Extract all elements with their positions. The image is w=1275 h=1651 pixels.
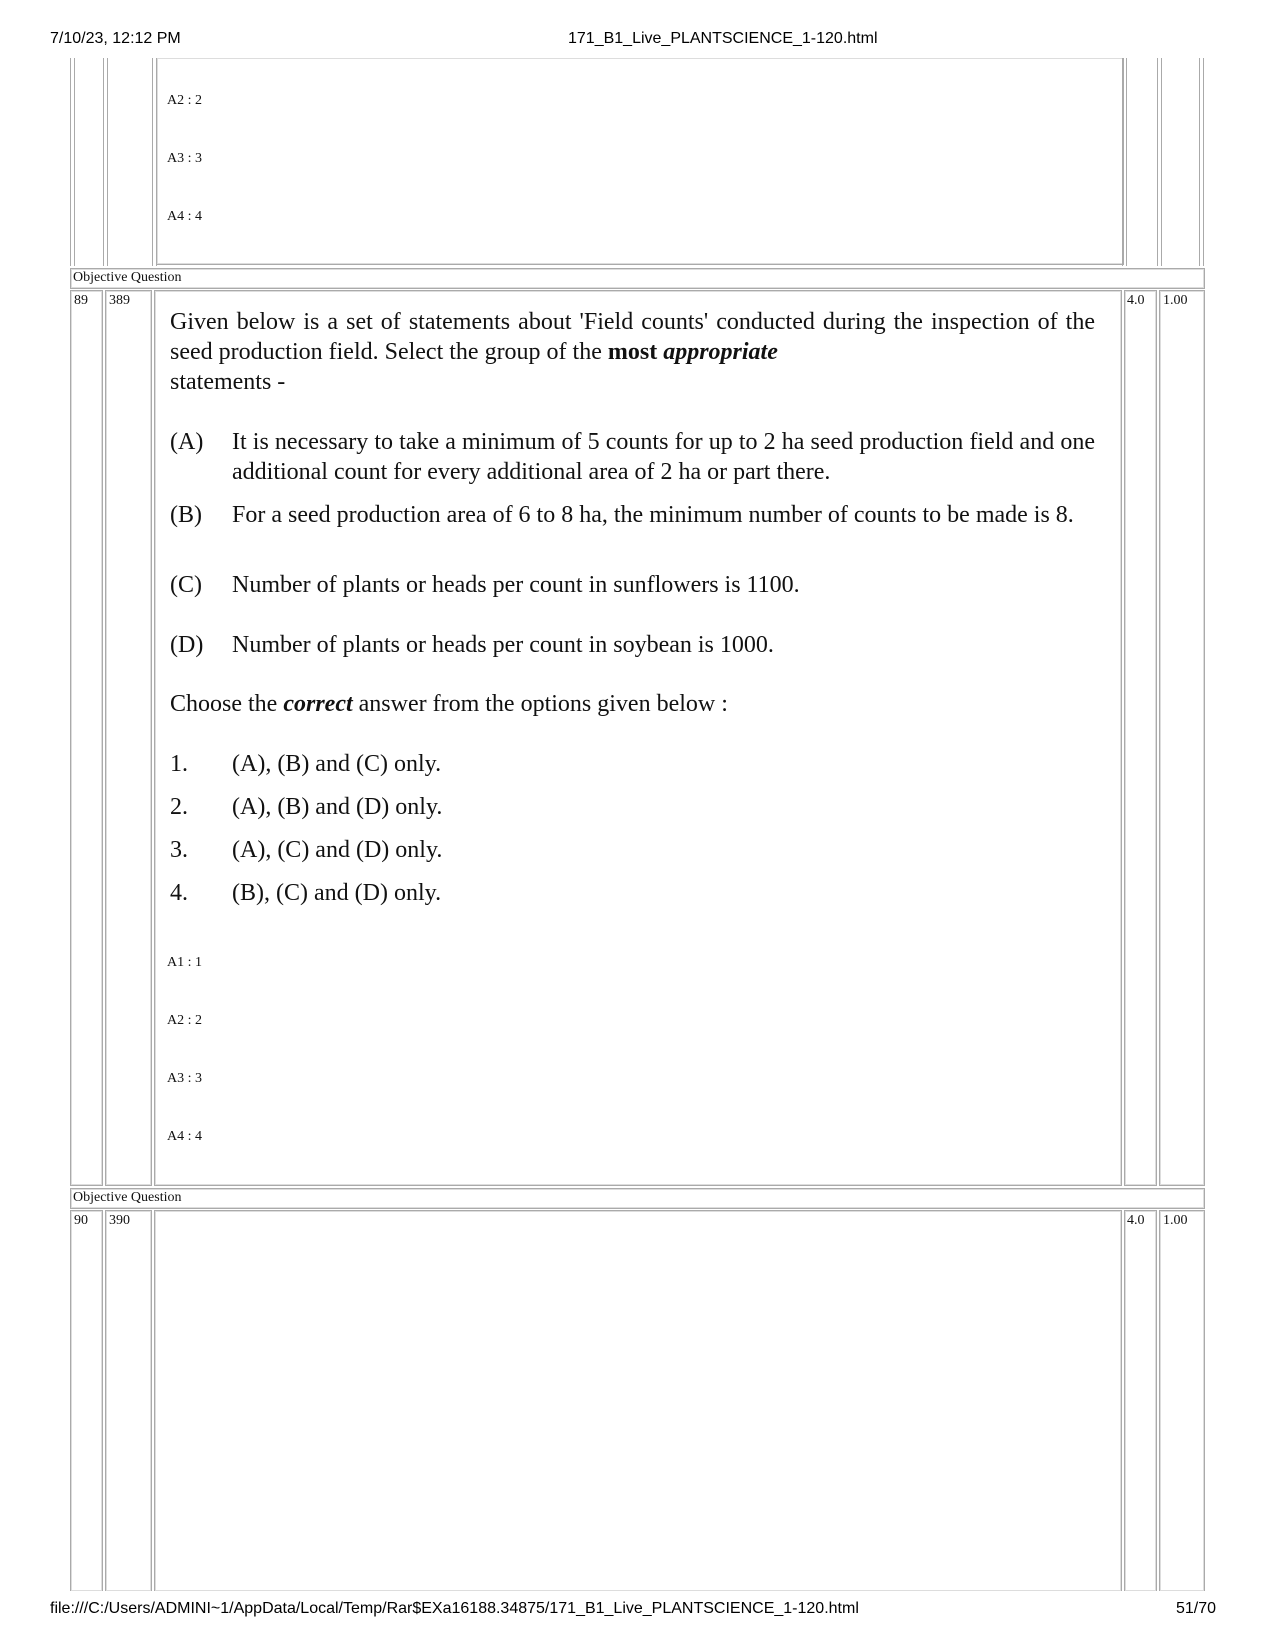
page-number: 51/70 bbox=[1176, 1600, 1217, 1617]
statement-text: It is necessary to take a minimum of 5 counts for up to 2 ha seed production field and one additional count for every additional area of 2 ha or part there. bbox=[232, 429, 1095, 485]
prev-option-a2: A2 : 2 bbox=[167, 93, 202, 108]
statement-text: Number of plants or heads per count in soybean is 1000. bbox=[232, 632, 774, 658]
statement-text: For a seed production area of 6 to 8 ha, the minimum number of counts to be made is 8. bbox=[232, 502, 1074, 528]
marks: 4.0 bbox=[1127, 293, 1145, 308]
intro-tail: statements - bbox=[170, 369, 286, 395]
intro-bold: most bbox=[607, 339, 658, 365]
serial-number: 90 bbox=[74, 1213, 88, 1228]
statement-label: (B) bbox=[170, 502, 202, 528]
marks: 4.0 bbox=[1127, 1213, 1145, 1228]
intro-text: Given below is a set of statements about 'Field counts' conducted during the inspection of the seed production field. Select the group of the bbox=[170, 309, 1095, 365]
section-row bbox=[70, 268, 1205, 289]
serial-number: 89 bbox=[74, 293, 88, 308]
choose-instruction: Choose the correct answer from the options given below : bbox=[170, 691, 728, 717]
negative-marks: 1.00 bbox=[1163, 1213, 1188, 1228]
negative-marks: 1.00 bbox=[1163, 293, 1188, 308]
question-id: 389 bbox=[109, 293, 130, 308]
question-id: 390 bbox=[109, 1213, 130, 1228]
answer-a2: A2 : 2 bbox=[167, 1013, 202, 1028]
statement-label: (C) bbox=[170, 572, 202, 598]
answer-a3: A3 : 3 bbox=[167, 1071, 202, 1086]
answer-a4: A4 : 4 bbox=[167, 1129, 202, 1144]
prev-option-a4: A4 : 4 bbox=[167, 209, 202, 224]
statement-c bbox=[170, 570, 1095, 600]
section-row bbox=[70, 1188, 1205, 1209]
print-datetime: 7/10/23, 12:12 PM bbox=[50, 30, 181, 47]
prev-option-a3: A3 : 3 bbox=[167, 151, 202, 166]
statement-text: Number of plants or heads per count in sunflowers is 1100. bbox=[232, 572, 800, 598]
intro-bolditalic: appropriate bbox=[663, 339, 778, 365]
print-title: 171_B1_Live_PLANTSCIENCE_1-120.html bbox=[568, 30, 878, 47]
statement-label: (A) bbox=[170, 429, 204, 455]
choose-bold: correct bbox=[283, 691, 353, 717]
print-file-path: file:///C:/Users/ADMINI~1/AppData/Local/Temp/Rar$EXa16188.34875/171_B1_Live_PLANTSCIENCE_1-120.html bbox=[50, 1600, 859, 1617]
section-label: Objective Question bbox=[73, 270, 182, 285]
statement-label: (D) bbox=[170, 632, 204, 658]
answer-a1: A1 : 1 bbox=[167, 955, 202, 970]
statement-b bbox=[170, 500, 1095, 560]
question-text bbox=[170, 307, 1095, 397]
statement-a bbox=[170, 427, 1095, 487]
section-label: Objective Question bbox=[73, 1190, 182, 1205]
statement-d bbox=[170, 630, 1095, 660]
